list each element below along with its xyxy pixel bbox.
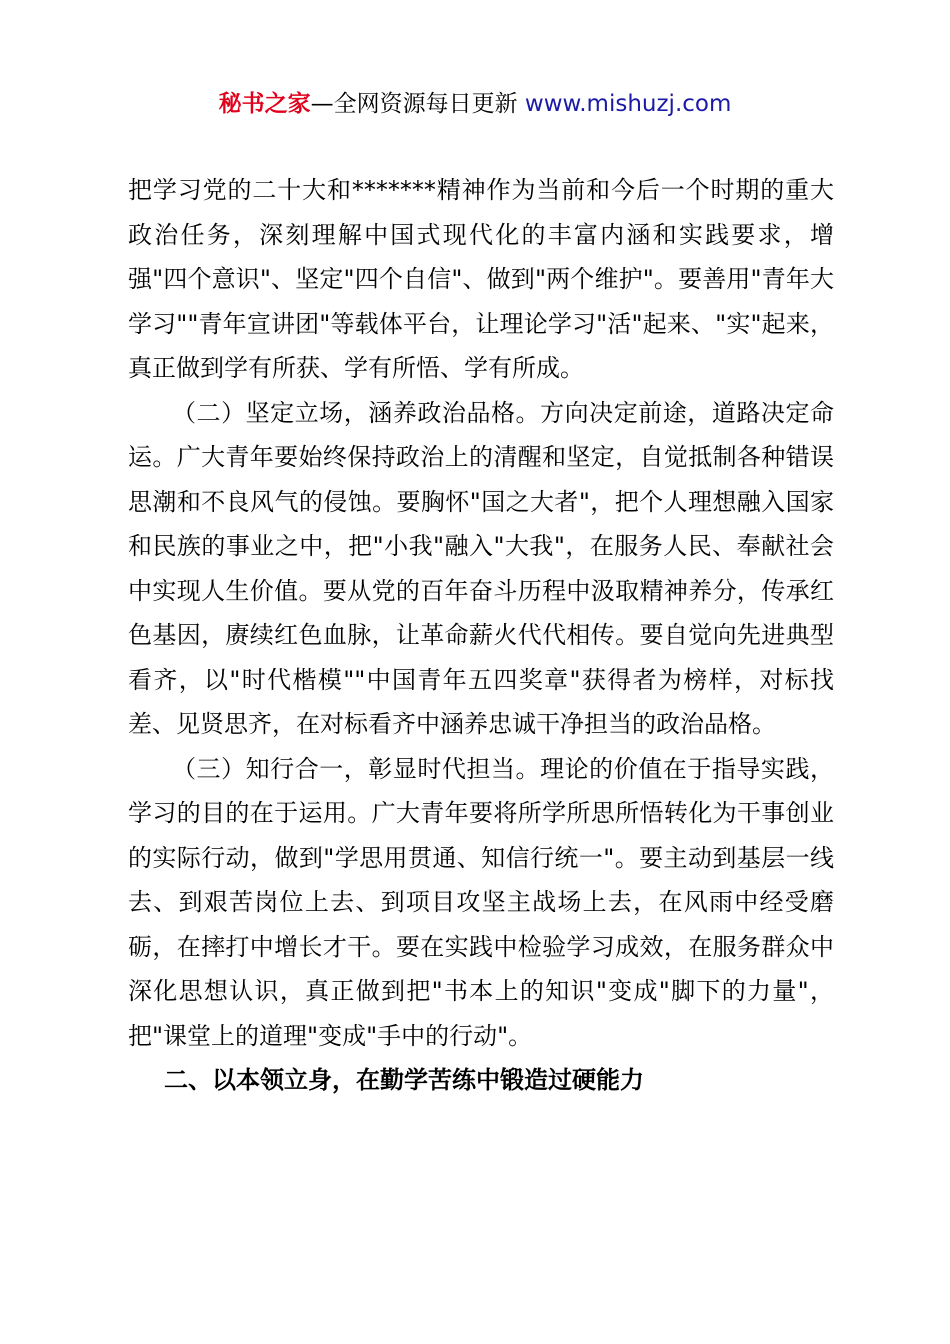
paragraph-section-2: （二）坚定立场，涵养政治品格。方向决定前途，道路决定命运。广大青年要始终保持政治上的清醒和坚定，自觉抵制各种错误思潮和不良风气的侵蚀。要胸怀"国之大者"，把个人理想融入国家和民族的事业之中，把"小我"融入"大我"，在服务人民、奉献社会中实现人生价值。要从党的百年奋斗历程中汲取精神养分，传承红色基因，赓续红色血脉，让革命薪火代代相传。要自觉向先进典型看齐，以"时代楷模""中国青年五四奖章"获得者为榜样，对标找差、见贤思齐，在对标看齐中涵养忠诚干净担当的政治品格。 xyxy=(128,398,834,738)
site-brand: 秘书之家 xyxy=(218,91,311,117)
section-heading: 二、以本领立身，在勤学苦练中锻造过硬能力 xyxy=(164,1066,644,1094)
paragraph-section-3: （三）知行合一，彰显时代担当。理论的价值在于指导实践，学习的目的在于运用。广大青年要将所学所思所悟转化为干事创业的实际行动，做到"学思用贯通、知信行统一"。要主动到基层一线去、到艰苦岗位上去、到项目攻坚主战场上去，在风雨中经受磨砺，在摔打中增长才干。要在实践中检验学习成效，在服务群众中深化思想认识，真正做到把"书本上的知识"变成"脚下的力量"，把"课堂上的道理"变成"手中的行动"。 xyxy=(128,754,834,1050)
site-url[interactable]: www.mishuzj.com xyxy=(524,91,732,117)
site-tagline: —全网资源每日更新 xyxy=(310,91,525,117)
document-body xyxy=(128,168,834,1103)
paragraph-continuation: 把学习党的二十大和*******精神作为当前和今后一个时期的重大政治任务，深刻理解中国式现代化的丰富内涵和实践要求，增强"四个意识"、坚定"四个自信"、做到"两个维护"。要善用"青年大学习""青年宣讲团"等载体平台，让理论学习"活"起来、"实"起来，真正做到学有所获、学有所悟、学有所成。 xyxy=(128,176,834,382)
page-header xyxy=(0,88,950,120)
